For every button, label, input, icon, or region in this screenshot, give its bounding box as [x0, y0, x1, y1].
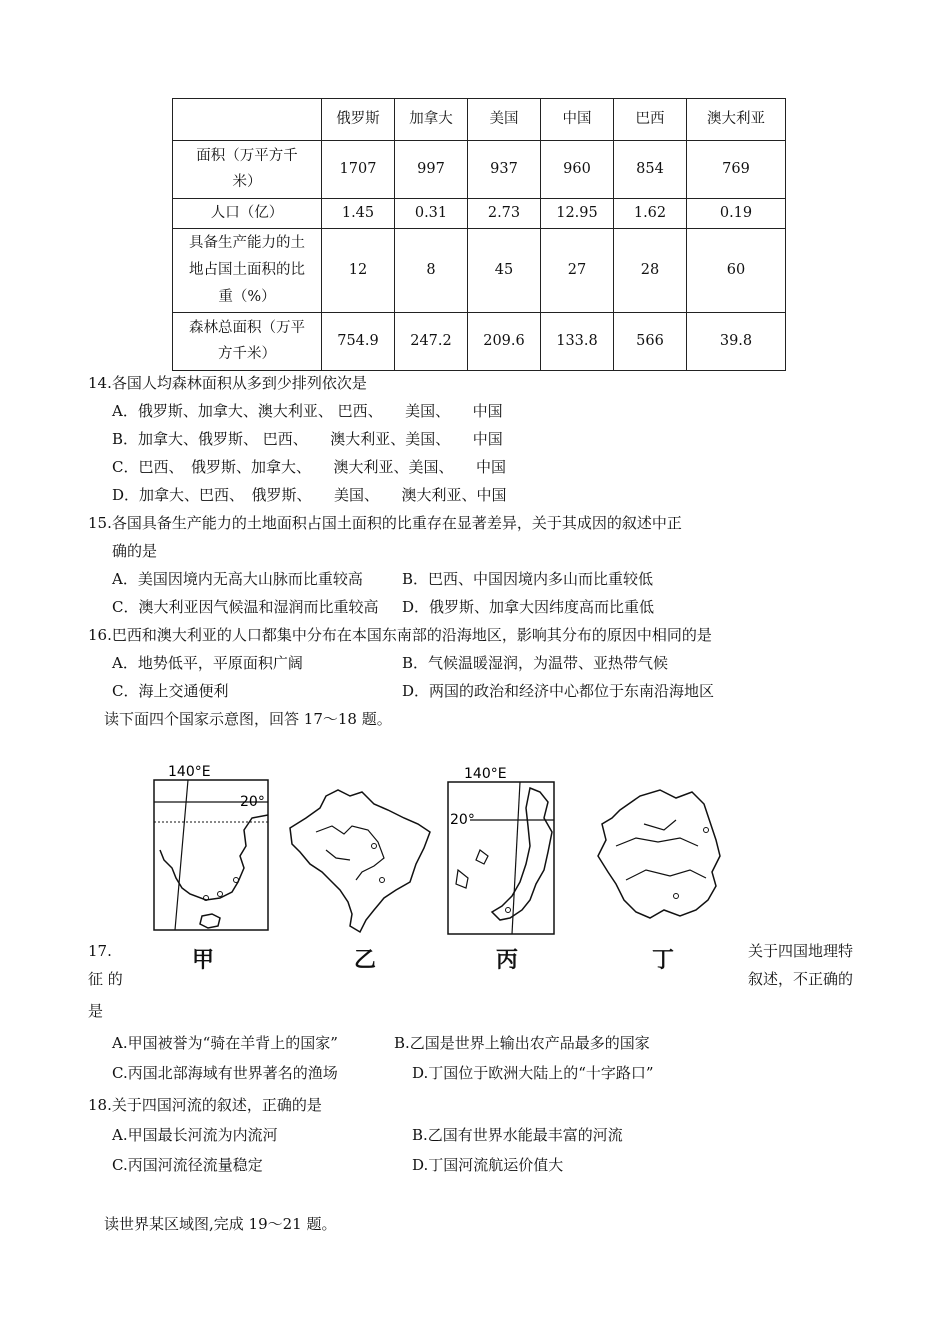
- q15-option-c[interactable]: C．澳大利亚因气候温和湿润而比重较高: [112, 598, 379, 616]
- table-cell: 937: [468, 141, 541, 199]
- row-label-text: 具备生产能力的土地占国土面积的比重（%）: [189, 235, 305, 305]
- q18-stem: 18.关于四国河流的叙述，正确的是: [88, 1096, 322, 1114]
- country-data-table: [172, 98, 786, 371]
- table-cell: 27: [541, 229, 614, 313]
- row-label-text: 森林总面积（万平方千米）: [189, 320, 305, 362]
- table-cell: 1707: [322, 141, 395, 199]
- table-row: [173, 141, 786, 199]
- q15-option-b[interactable]: B．巴西、中国因境内多山而比重较低: [402, 570, 654, 588]
- table-cell: 754.9: [322, 313, 395, 371]
- map-ding: [580, 760, 730, 940]
- q17-number: 17.: [88, 942, 112, 960]
- table-row: [173, 229, 786, 313]
- table-cell: 12: [322, 229, 395, 313]
- jia-longitude-label: 140°E: [168, 764, 211, 780]
- intro-17-18: 读下面四个国家示意图，回答 17～18 题。: [104, 710, 392, 728]
- q17-stem-part3: 叙述，不正确的: [748, 970, 854, 988]
- q14-option-c[interactable]: C．巴西、 俄罗斯、加拿大、 澳大利亚、美国、 中国: [112, 458, 506, 476]
- table-header-row: [173, 99, 786, 141]
- table-header-cell: 中国: [541, 99, 614, 141]
- map-label-yi: 乙: [354, 948, 377, 973]
- table-cell: 0.31: [395, 199, 468, 229]
- q16-option-a[interactable]: A．地势低平，平原面积广阔: [112, 654, 303, 672]
- table-cell: 247.2: [395, 313, 468, 371]
- q16-option-d[interactable]: D．两国的政治和经济中心都位于东南沿海地区: [402, 682, 715, 700]
- table-row: [173, 313, 786, 371]
- q15-stem-line1: 15.各国具备生产能力的土地面积占国土面积的比重存在显著差异，关于其成因的叙述中正: [88, 514, 682, 532]
- q15-option-d[interactable]: D．俄罗斯、加拿大因纬度高而比重低: [402, 598, 655, 616]
- table-cell: 2.73: [468, 199, 541, 229]
- row-label: [173, 141, 322, 199]
- q14-option-b[interactable]: B．加拿大、俄罗斯、 巴西、 澳大利亚、美国、 中国: [112, 430, 503, 448]
- q17-option-a[interactable]: A.甲国被誉为“骑在羊背上的国家”: [112, 1034, 338, 1052]
- q17-option-d[interactable]: D.丁国位于欧洲大陆上的“十字路口”: [412, 1064, 654, 1082]
- q17-stem-part4: 是: [88, 1002, 104, 1020]
- row-label: [173, 313, 322, 371]
- q17-option-b[interactable]: B.乙国是世界上输出农产品最多的国家: [394, 1034, 650, 1052]
- table-cell: 769: [687, 141, 786, 199]
- q15-stem-line2: 确的是: [112, 542, 158, 560]
- table-cell: 8: [395, 229, 468, 313]
- q18-option-a[interactable]: A.甲国最长河流为内流河: [112, 1126, 278, 1144]
- intro-19-21: 读世界某区域图,完成 19～21 题。: [104, 1215, 337, 1233]
- q14-option-d[interactable]: D．加拿大、巴西、 俄罗斯、 美国、 澳大利亚、中国: [112, 486, 507, 504]
- table-header-cell: 加拿大: [395, 99, 468, 141]
- q18-option-b[interactable]: B.乙国有世界水能最丰富的河流: [412, 1126, 623, 1144]
- table-header-cell: 俄罗斯: [322, 99, 395, 141]
- row-label: [173, 229, 322, 313]
- map-jia: [140, 760, 280, 940]
- q18-option-d[interactable]: D.丁国河流航运价值大: [412, 1156, 564, 1174]
- table-cell: 133.8: [541, 313, 614, 371]
- q18-option-c[interactable]: C.丙国河流径流量稳定: [112, 1156, 263, 1174]
- bing-latitude-label: 20°: [450, 812, 475, 828]
- table-cell: 0.19: [687, 199, 786, 229]
- q17-option-c[interactable]: C.丙国北部海域有世界著名的渔场: [112, 1064, 338, 1082]
- table-cell: 39.8: [687, 313, 786, 371]
- q14-option-a[interactable]: A．俄罗斯、加拿大、澳大利亚、 巴西、 美国、 中国: [112, 402, 503, 420]
- map-label-ding: 丁: [652, 948, 675, 973]
- table-header-cell: [173, 99, 322, 141]
- table-cell: 60: [687, 229, 786, 313]
- map-label-bing: 丙: [496, 948, 519, 973]
- q16-option-c[interactable]: C．海上交通便利: [112, 682, 229, 700]
- map-label-jia: 甲: [192, 948, 215, 973]
- bing-longitude-label: 140°E: [464, 766, 507, 782]
- row-label-text: 面积（万平方千米）: [196, 148, 298, 190]
- table-cell: 12.95: [541, 199, 614, 229]
- q14-stem: 14.各国人均森林面积从多到少排列依次是: [88, 374, 367, 392]
- map-yi: [270, 760, 440, 940]
- table-cell: 854: [614, 141, 687, 199]
- table-cell: 997: [395, 141, 468, 199]
- table-cell: 1.62: [614, 199, 687, 229]
- q17-stem-part2: 征 的: [88, 970, 123, 988]
- table-cell: 45: [468, 229, 541, 313]
- table-row: [173, 199, 786, 229]
- q16-stem: 16.巴西和澳大利亚的人口都集中分布在本国东南部的沿海地区，影响其分布的原因中相同的是: [88, 626, 712, 644]
- table-cell: 960: [541, 141, 614, 199]
- q15-option-a[interactable]: A．美国因境内无高大山脉而比重较高: [112, 570, 363, 588]
- jia-latitude-label: 20°: [240, 794, 265, 810]
- table-cell: 28: [614, 229, 687, 313]
- table-cell: 566: [614, 313, 687, 371]
- q16-option-b[interactable]: B．气候温暖湿润，为温带、亚热带气候: [402, 654, 669, 672]
- table-header-cell: 巴西: [614, 99, 687, 141]
- q17-stem-part1: 关于四国地理特: [748, 942, 854, 960]
- table-cell: 1.45: [322, 199, 395, 229]
- table-header-cell: 澳大利亚: [687, 99, 786, 141]
- table-cell: 209.6: [468, 313, 541, 371]
- table-header-cell: 美国: [468, 99, 541, 141]
- row-label: 人口（亿）: [173, 199, 322, 229]
- map-bing: [440, 760, 570, 940]
- country-maps-figure: [140, 760, 740, 1000]
